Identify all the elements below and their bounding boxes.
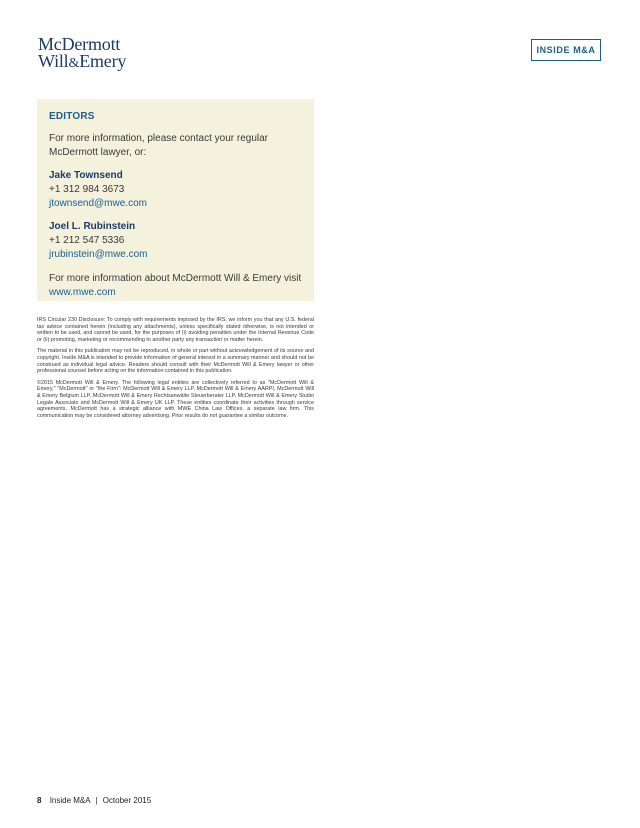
page-footer bbox=[37, 796, 151, 805]
copyright-notice: ©2015 McDermott Will & Emery. The following legal entities are collectively referred to as "McDermott Will & Emery," "McDermott" or "the Firm": McDermott Will & Emery LLP, McDermott Will & Emery AARPI, McDermott Will & Emery Belgium LLP, McDermott Will & Emery Rechtsanwälte Steuerberater LLP, McDermott Will & Emery Studio Legale Associato and McDermott Will & Emery UK LLP. These entities coordinate their activities through service agreements. McDermott has a strategic alliance with MWE China Law Offices, a separate law firm. This communication may be considered attorney advertising. Prior results do not guarantee a similar outcome. bbox=[37, 379, 314, 419]
footer-separator: | bbox=[95, 796, 98, 805]
publication-name: Inside M&A bbox=[49, 796, 91, 805]
logo-ampersand: & bbox=[68, 56, 80, 71]
editors-heading: EDITORS bbox=[49, 111, 95, 122]
irs-disclosure: IRS Circular 230 Disclosure: To comply with requirements imposed by the IRS, we inform you that any U.S. federal tax advice contained herein (including any attachments), unless specifically stated otherwise, is not intended or written to be used, and cannot be used, for the purposes of (i) avoiding penalties under the Internal Revenue Code or (ii) promoting, marketing or recommending to another party any transaction or matter herein. bbox=[37, 317, 314, 343]
logo-line-1: McDermott bbox=[38, 34, 121, 54]
publication-date: October 2015 bbox=[102, 796, 152, 805]
section-tag: INSIDE M&A bbox=[531, 39, 601, 61]
contact-name: Jake Townsend bbox=[49, 170, 123, 181]
contact-phone: +1 212 547 5336 bbox=[49, 235, 125, 246]
page-number: 8 bbox=[37, 796, 42, 805]
contact-phone: +1 312 984 3673 bbox=[49, 184, 125, 195]
logo-word-emery: Emery bbox=[79, 51, 127, 71]
logo-line-2 bbox=[38, 53, 126, 72]
website-link[interactable]: www.mwe.com bbox=[49, 287, 116, 298]
contact-name: Joel L. Rubinstein bbox=[49, 221, 136, 232]
editors-box bbox=[37, 99, 314, 301]
more-info-text: For more information about McDermott Will & Emery visit bbox=[49, 273, 302, 284]
logo-word-will: Will bbox=[38, 51, 69, 71]
firm-logo bbox=[38, 36, 126, 72]
editors-intro: For more information, please contact your regular McDermott lawyer, or: bbox=[49, 133, 268, 158]
disclaimer-block bbox=[37, 317, 314, 424]
contact-email-link[interactable]: jrubinstein@mwe.com bbox=[49, 249, 148, 260]
reproduction-notice: The material in this publication may not be reproduced, in whole or part without acknowledgement of its source and copyright. Inside M&A is intended to provide information of general interest in a summary manner and should not be construed as individual legal advice. Readers should consult with their McDermott Will & Emery lawyer or other professional counsel before acting on the information contained in this publication. bbox=[37, 348, 314, 375]
contact-email-link[interactable]: jtownsend@mwe.com bbox=[49, 198, 147, 209]
